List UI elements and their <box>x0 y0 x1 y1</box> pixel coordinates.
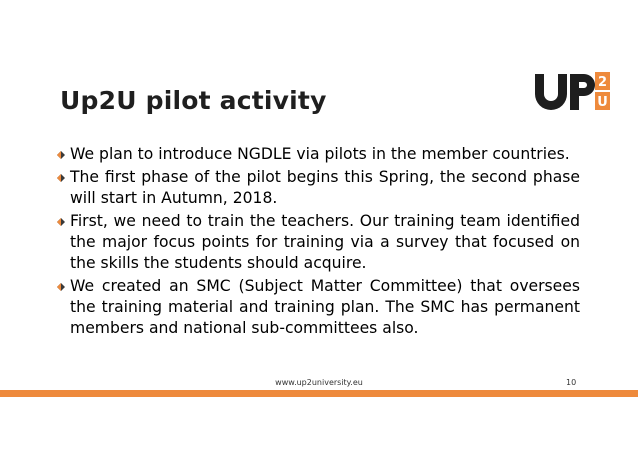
bullet-text: We plan to introduce NGDLE via pilots in the member countries. <box>70 145 570 163</box>
up2u-logo <box>532 70 612 112</box>
diamond-bullet-icon <box>57 174 65 182</box>
bullet-item <box>58 211 580 274</box>
bullet-list <box>58 144 580 341</box>
bullet-text: We created an SMC (Subject Matter Committee) that oversees the training material and training plan. The SMC has permanent members and national sub-committees also. <box>70 277 580 337</box>
bullet-text: The first phase of the pilot begins this Spring, the second phase will start in Autumn, 2018. <box>70 168 580 207</box>
slide-title: Up2U pilot activity <box>60 86 327 115</box>
page-number: 10 <box>566 378 577 387</box>
bullet-text: First, we need to train the teachers. Our training team identified the major focus points for training via a survey that focused on the skills the students should acquire. <box>70 212 580 272</box>
footer-accent-bar <box>0 390 638 397</box>
diamond-bullet-icon <box>57 218 65 226</box>
footer-url: www.up2university.eu <box>275 378 363 387</box>
logo-superscript: 2 <box>597 75 608 90</box>
bullet-item <box>58 167 580 209</box>
diamond-bullet-icon <box>57 283 65 291</box>
logo-subscript: U <box>597 95 608 110</box>
diamond-bullet-icon <box>57 151 65 159</box>
bullet-item <box>58 144 580 165</box>
bullet-item <box>58 276 580 339</box>
